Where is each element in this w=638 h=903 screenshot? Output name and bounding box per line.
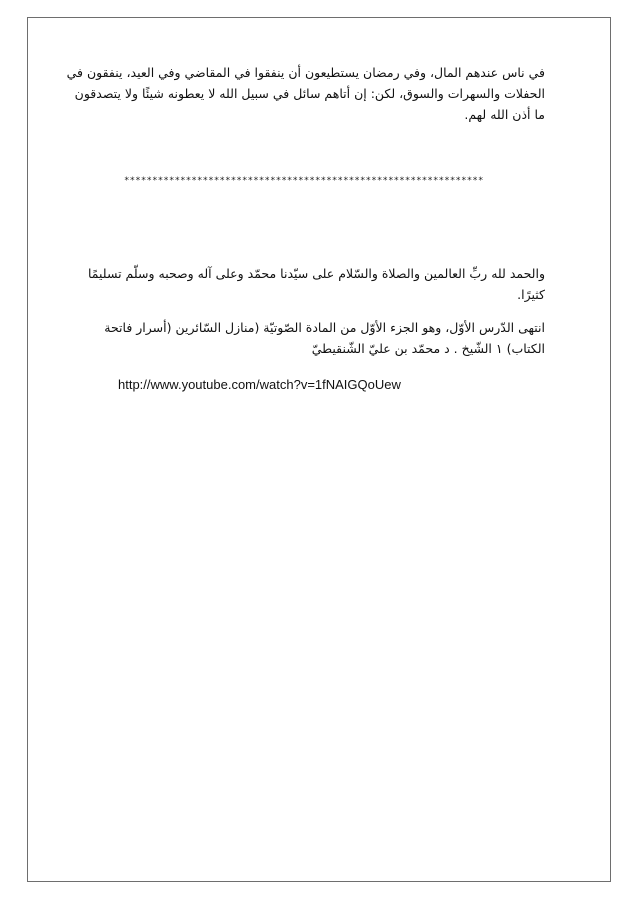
paragraph-intro bbox=[66, 62, 545, 125]
paragraph-closing-prayer bbox=[88, 263, 545, 305]
youtube-link[interactable]: http://www.youtube.com/watch?v=1fNAIGQoUew bbox=[118, 377, 401, 392]
paragraph-lesson-end bbox=[95, 317, 545, 359]
page-border bbox=[27, 17, 611, 882]
paragraph-line: في ناس عندهم المال، وفي رمضان يستطيعون أن ينفقوا في المقاضي وفي العيد، ينفقون في bbox=[66, 65, 545, 80]
paragraph-line: كثيرًا. bbox=[517, 287, 545, 302]
paragraph-line: ما أذن الله لهم. bbox=[464, 107, 545, 122]
asterisk-divider: **************************************************************** bbox=[124, 176, 484, 186]
paragraph-line: الحفلات والسهرات والسوق، لكن: إن أتاهم سائل في سبيل الله لا يعطونه شيئًا ولا يتصدقون bbox=[74, 86, 545, 101]
paragraph-line: انتهى الدّرس الأوّل، وهو الجزء الأوّل من المادة الصّوتيّة (منازل السّائرين (أسرار فاتحة bbox=[104, 320, 545, 335]
paragraph-line: الكتاب) ١ الشّيخ . د محمّد بن عليّ الشّنقيطيّ bbox=[311, 341, 545, 356]
paragraph-line: والحمد لله ربِّ العالمين والصلاة والسّلام على سيّدنا محمّد وعلى آله وصحبه وسلّم تسليمًا bbox=[88, 266, 545, 281]
